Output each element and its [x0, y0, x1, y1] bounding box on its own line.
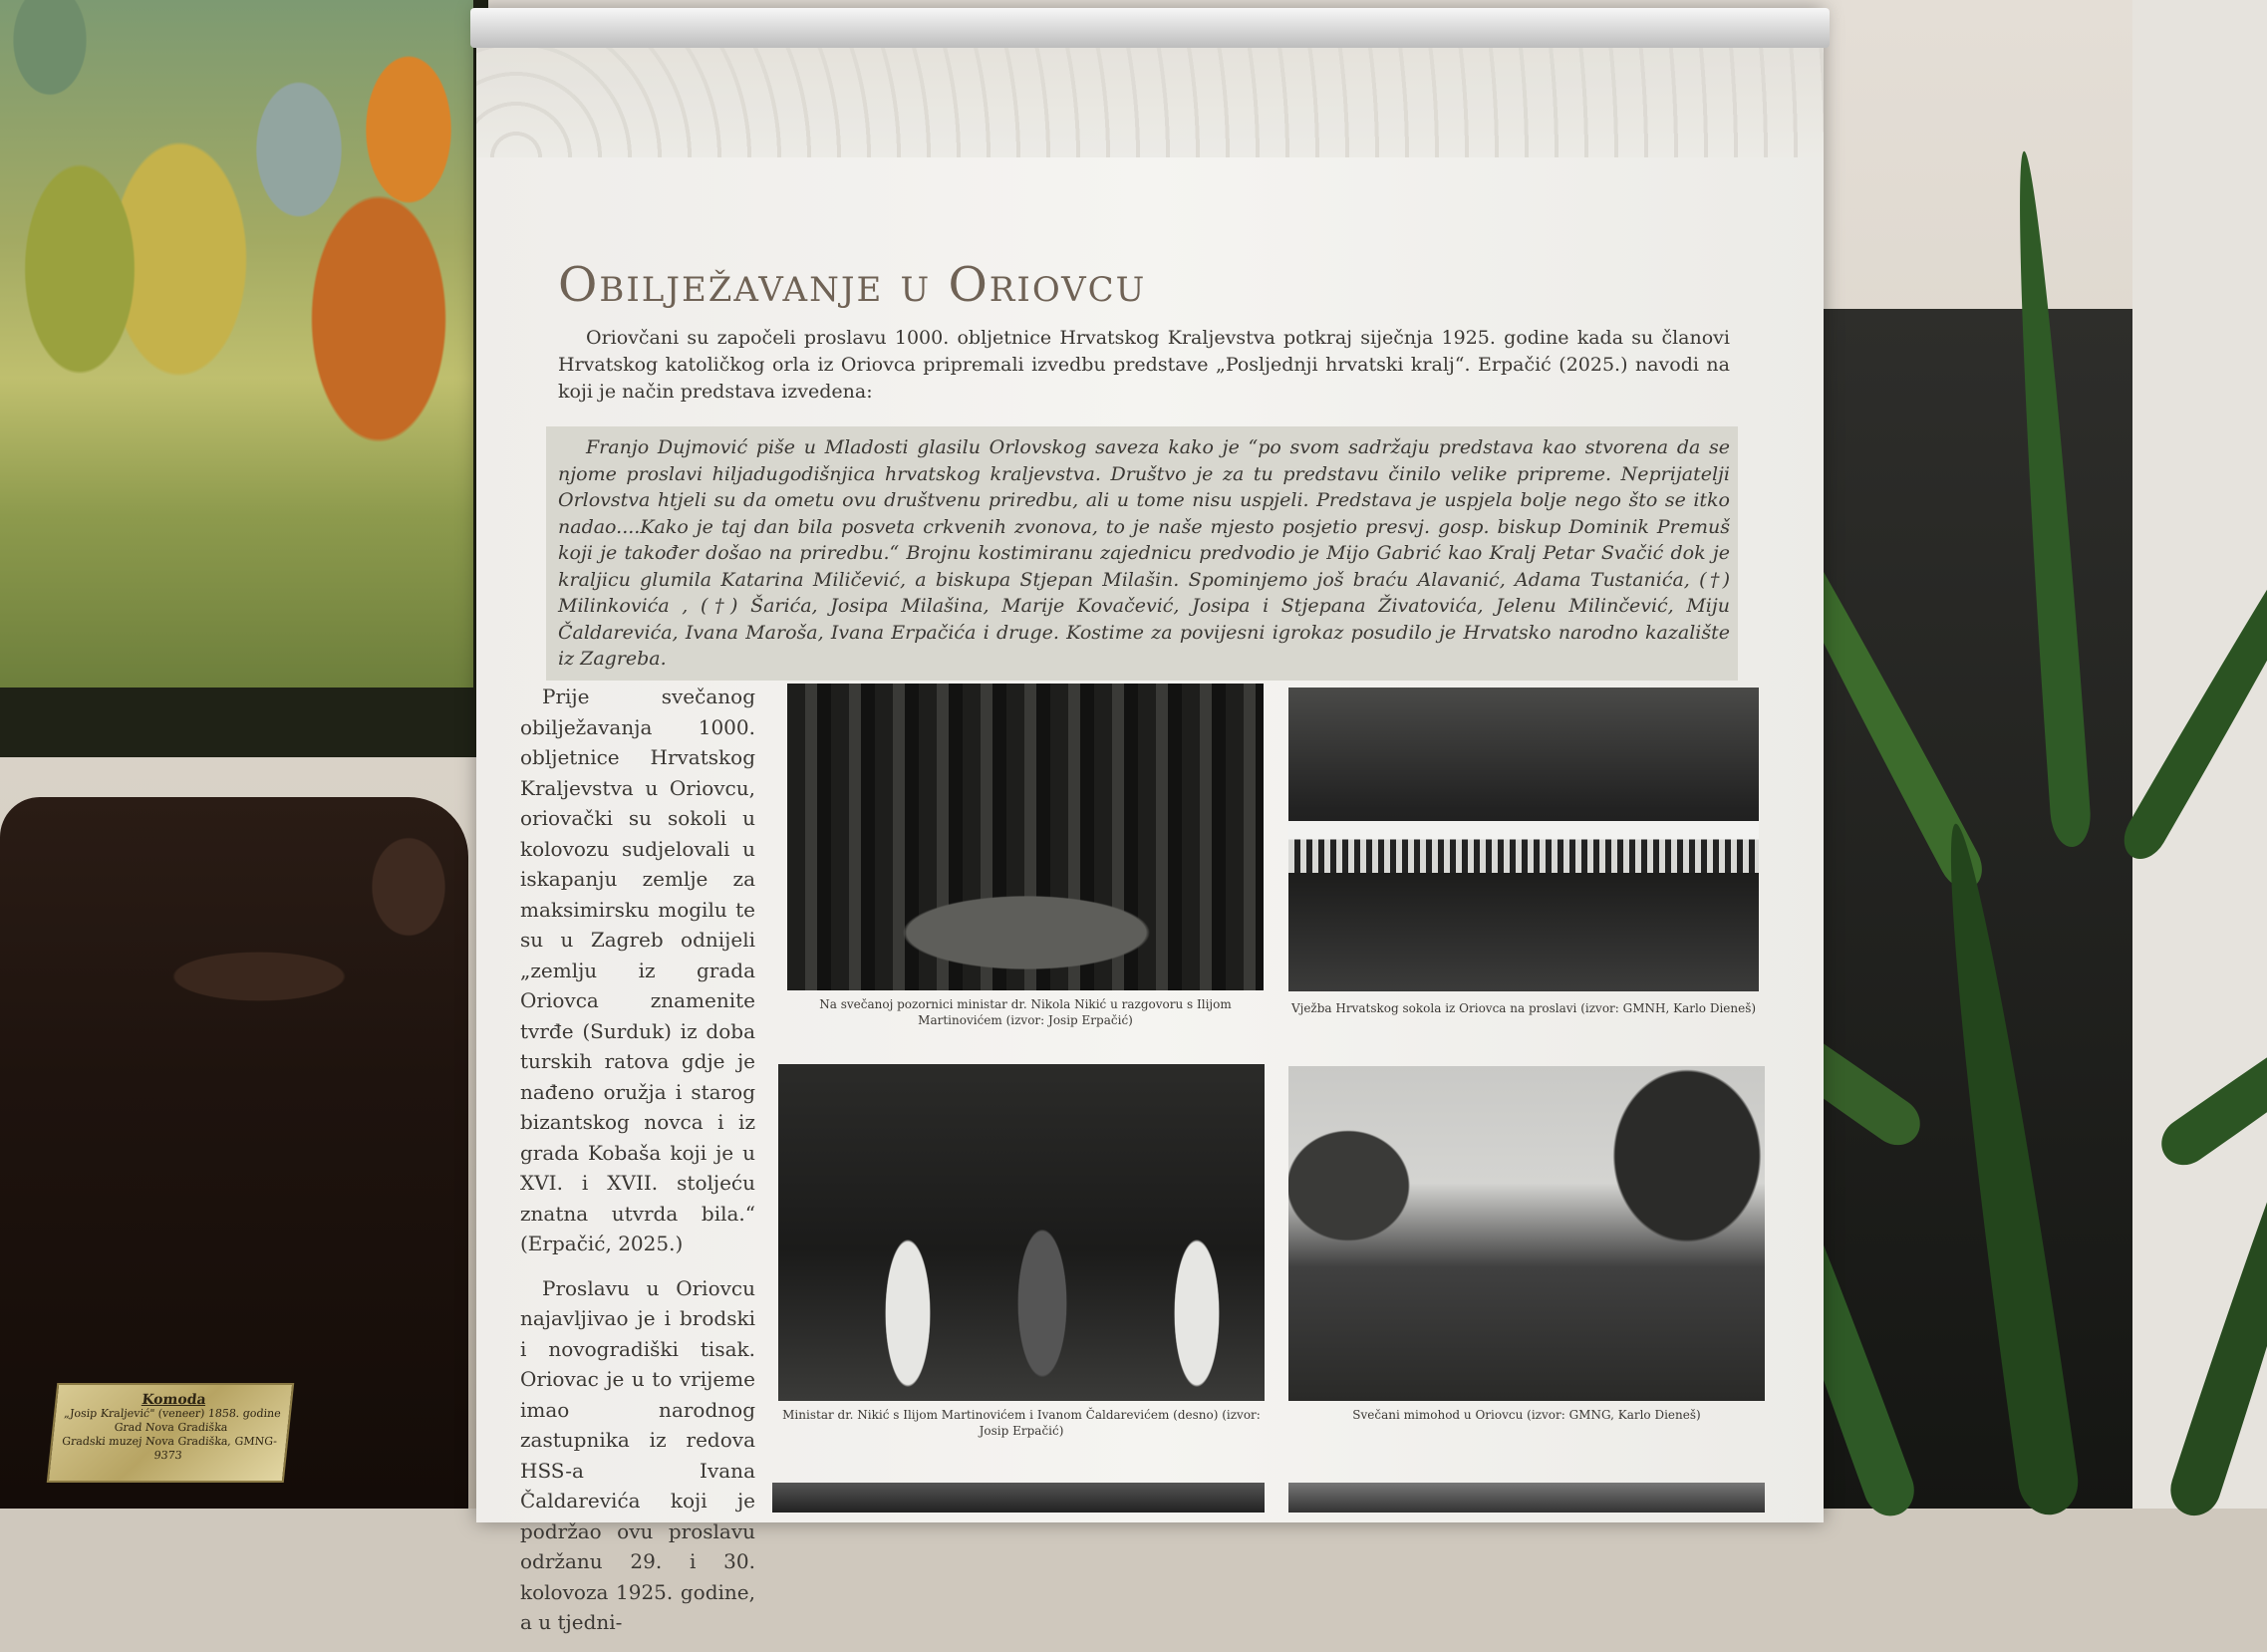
caption-photo-4: Svečani mimohod u Oriovcu (izvor: GMNG, Karlo Dieneš): [1352, 1408, 1701, 1422]
plaque-line-3: Gradski muzej Nova Gradiška, GMNG-9373: [61, 1435, 278, 1462]
photo-minister-group: [778, 1064, 1265, 1401]
side-column-text: [520, 682, 755, 1652]
caption-photo-3: Ministar dr. Nikić s Ilijom Martinovićem i Ivanom Čaldarevićem (desno) (izvor: Josip Erpačić): [782, 1408, 1261, 1438]
photo-sokol-exercise: [1288, 688, 1759, 991]
painting-frame: [0, 0, 488, 757]
caption-photo-1: Na svečanoj pozornici ministar dr. Nikola Nikić u razgovoru s Ilijom Martinovićem (izvor: Josip Erpačić): [819, 997, 1232, 1027]
caption-photo-2: Vježba Hrvatskog sokola iz Oriovca na proslavi (izvor: GMNH, Karlo Dieneš): [1290, 1001, 1757, 1015]
side-paragraph-2: Proslavu u Oriovcu najavljivao je i brodski i novogradiški tisak. Oriovac je u to vrijeme imao narodnog zastupnika iz redova HSS-a Ivana Čaldarevića koji je podržao ovu proslavu održanu 29. i 30. kolovoza 1925. godine, a u tjedni-: [520, 1275, 755, 1634]
quote-paragraph: Franjo Dujmović piše u Mladosti glasilu Orlovskog saveza kako je “po svom sadržaju predstava kao stvorena da se njome proslavi hiljadugodišnjica hrvatskog kraljevstva. Društvo je za tu predstavu činilo velike pripreme. Neprijatelji Orlovstva htjeli su da ometu ovu društvenu priredbu, ali u tome nisu uspjeli. Predstava je uspjela bolje nego što se itko nadao....Kako je taj dan bila posveta crkvenih zvonova, to je naše mjesto posjetio presvj. gosp. biskup Dominik Premuš koji je također došao na priredbu.“ Brojnu kostimiranu zajednicu predvodio je Mijo Gabrić kao Kralj Petar Svačić dok je kraljicu glumila Katarina Miličević, a biskupa Stjepan Milašin. Spominjemo još braću Alavanić, Adama Tustanića, (†) Milinkovića , (†) Šarića, Josipa Milašina, Marije Kovačević, Josipa i Stjepana Živatovića, Jelenu Milinčević, Miju Čaldarevića, Ivana Maroša, Ivana Erpačića i druge. Kostime za povijesni igrokaz posudilo je Hrvatsko narodno kazalište iz Zagreba.: [558, 436, 1730, 670]
banner-top-bar: [470, 8, 1830, 48]
plaque-line-1: „Josip Kraljević" (veneer) 1858. godine: [63, 1407, 282, 1420]
plaque-line-2: Grad Nova Gradiška: [114, 1421, 229, 1434]
plaque-title: Komoda: [141, 1392, 207, 1408]
panel-title: Obilježavanje u Oriovcu: [558, 257, 1147, 313]
photo-procession: [1288, 1066, 1765, 1401]
landscape-painting: [0, 0, 473, 688]
dresser-carving: [10, 807, 468, 1056]
museum-plaque: [47, 1383, 295, 1483]
intro-paragraph: Oriovčani su započeli proslavu 1000. obljetnice Hrvatskog Kraljevstva potkraj siječnja 1925. godine kada su članovi Hrvatskog katoličkog orla iz Oriovca pripremali izvedbu predstave „Posljednji hrvatski kralj“. Erpačić (2025.) navodi na koji je način predstava izvedena:: [558, 327, 1730, 403]
photo-ceremonial-stage: [787, 684, 1264, 990]
side-paragraph-1: Prije svečanog obilježavanja 1000. obljetnice Hrvatskog Kraljevstva u Oriovcu, oriovački su sokoli u kolovozu sudjelovali u iskapanju zemlje za maksimirsku mogilu te su u Zagreb odnijeli „zemlju iz grada Oriovca znamenite tvrđe (Surduk) iz doba turskih ratova gdje je nađeno oružja i starog bizantskog novca i iz grada Kobaša koji je u XVI. i XVII. stoljeću znatna utvrda bila.“ (Erpačić, 2025.): [520, 685, 755, 1255]
banner-wave-ornament: [476, 48, 1824, 157]
